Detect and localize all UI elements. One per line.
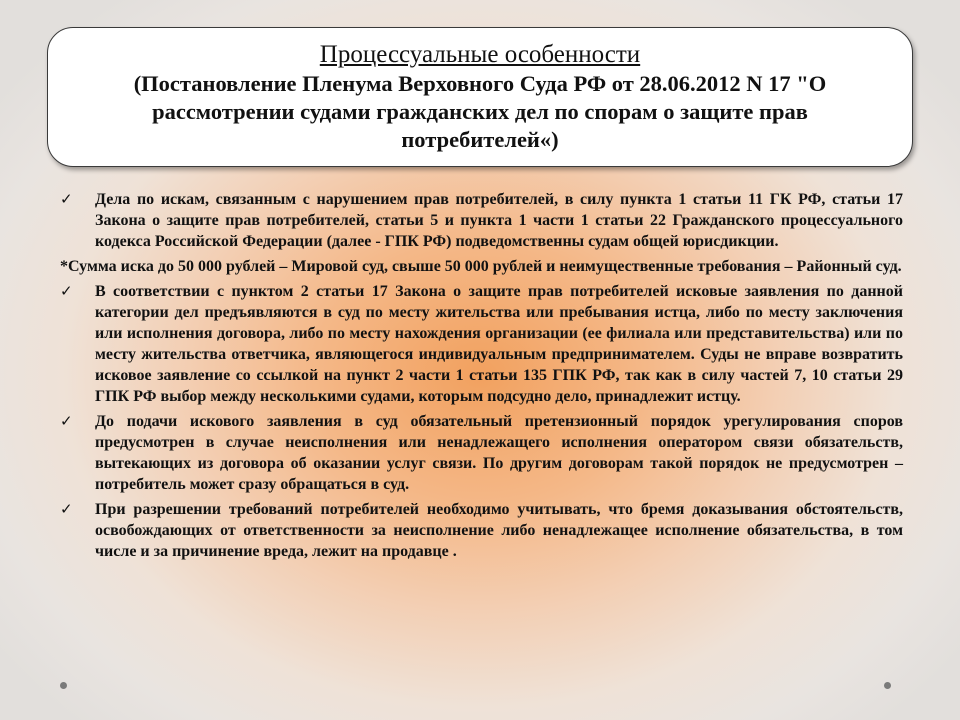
checkmark-icon: ✓ [60,500,73,518]
list-item-jurisdiction [60,189,903,252]
paragraph-burden-of-proof: При разрешении требований потребителей необходимо учитывать, что бремя доказывания обстоятельств, освобождающих от ответственности за неисполнение либо ненадлежащее исполнение обязательства, в том числе и за причинение вреда, лежит на продавце . [95,501,903,560]
list-item-venue [60,281,903,407]
checkmark-icon: ✓ [60,282,73,300]
checkmark-icon: ✓ [60,412,73,430]
bullet-dot-icon [60,682,67,689]
paragraph-claim-procedure: До подачи искового заявления в суд обязательный претензионный порядок урегулирования споров предусмотрен в случае неисполнения или ненадлежащего исполнения оператором связи обязательств, вытекающих из договора об оказании услуг связи. По другим договорам такой порядок не предусмотрен – потребитель может сразу обращаться в суд. [95,413,903,493]
checkmark-icon: ✓ [60,190,73,208]
title-box [47,27,913,167]
list-item-burden-of-proof [60,499,903,562]
list-item-claim-procedure [60,411,903,495]
note-claim-amount: *Сумма иска до 50 000 рублей – Мировой суд, свыше 50 000 рублей и неимущественные требования – Районный суд. [60,258,902,275]
slide-title: Процессуальные особенности [319,41,641,68]
paragraph-jurisdiction: Дела по искам, связанным с нарушением прав потребителей, в силу пункта 1 статьи 11 ГК РФ, статьи 17 Закона о защите прав потребителей, статьи 5 и пункта 1 части 1 статьи 22 Гражданского процессуального кодекса Российской Федерации (далее - ГПК РФ) подведомственны судам общей юрисдикции. [95,191,903,250]
bullet-dot-icon [884,682,891,689]
paragraph-venue: В соответствии с пунктом 2 статьи 17 Закона о защите прав потребителей исковые заявления по данной категории дел предъявляются в суд по месту жительства или пребывания истца, либо по месту заключения или исполнения договора, либо по месту нахождения организации (ее филиала или представительства) или по месту жительства ответчика, являющегося индивидуальным предпринимателем. Суды не вправе возвратить исковое заявление со ссылкой на пункт 2 части 1 статьи 135 ГПК РФ, так как в силу частей 7, 10 статьи 29 ГПК РФ выбор между несколькими судами, которым подсудно дело, принадлежит истцу. [95,283,903,405]
slide-content [60,189,903,566]
slide-subtitle: (Постановление Пленума Верховного Суда РФ от 28.06.2012 N 17 "О рассмотрении судами гражданских дел по спорам о защите прав потребителей«) [133,71,827,152]
